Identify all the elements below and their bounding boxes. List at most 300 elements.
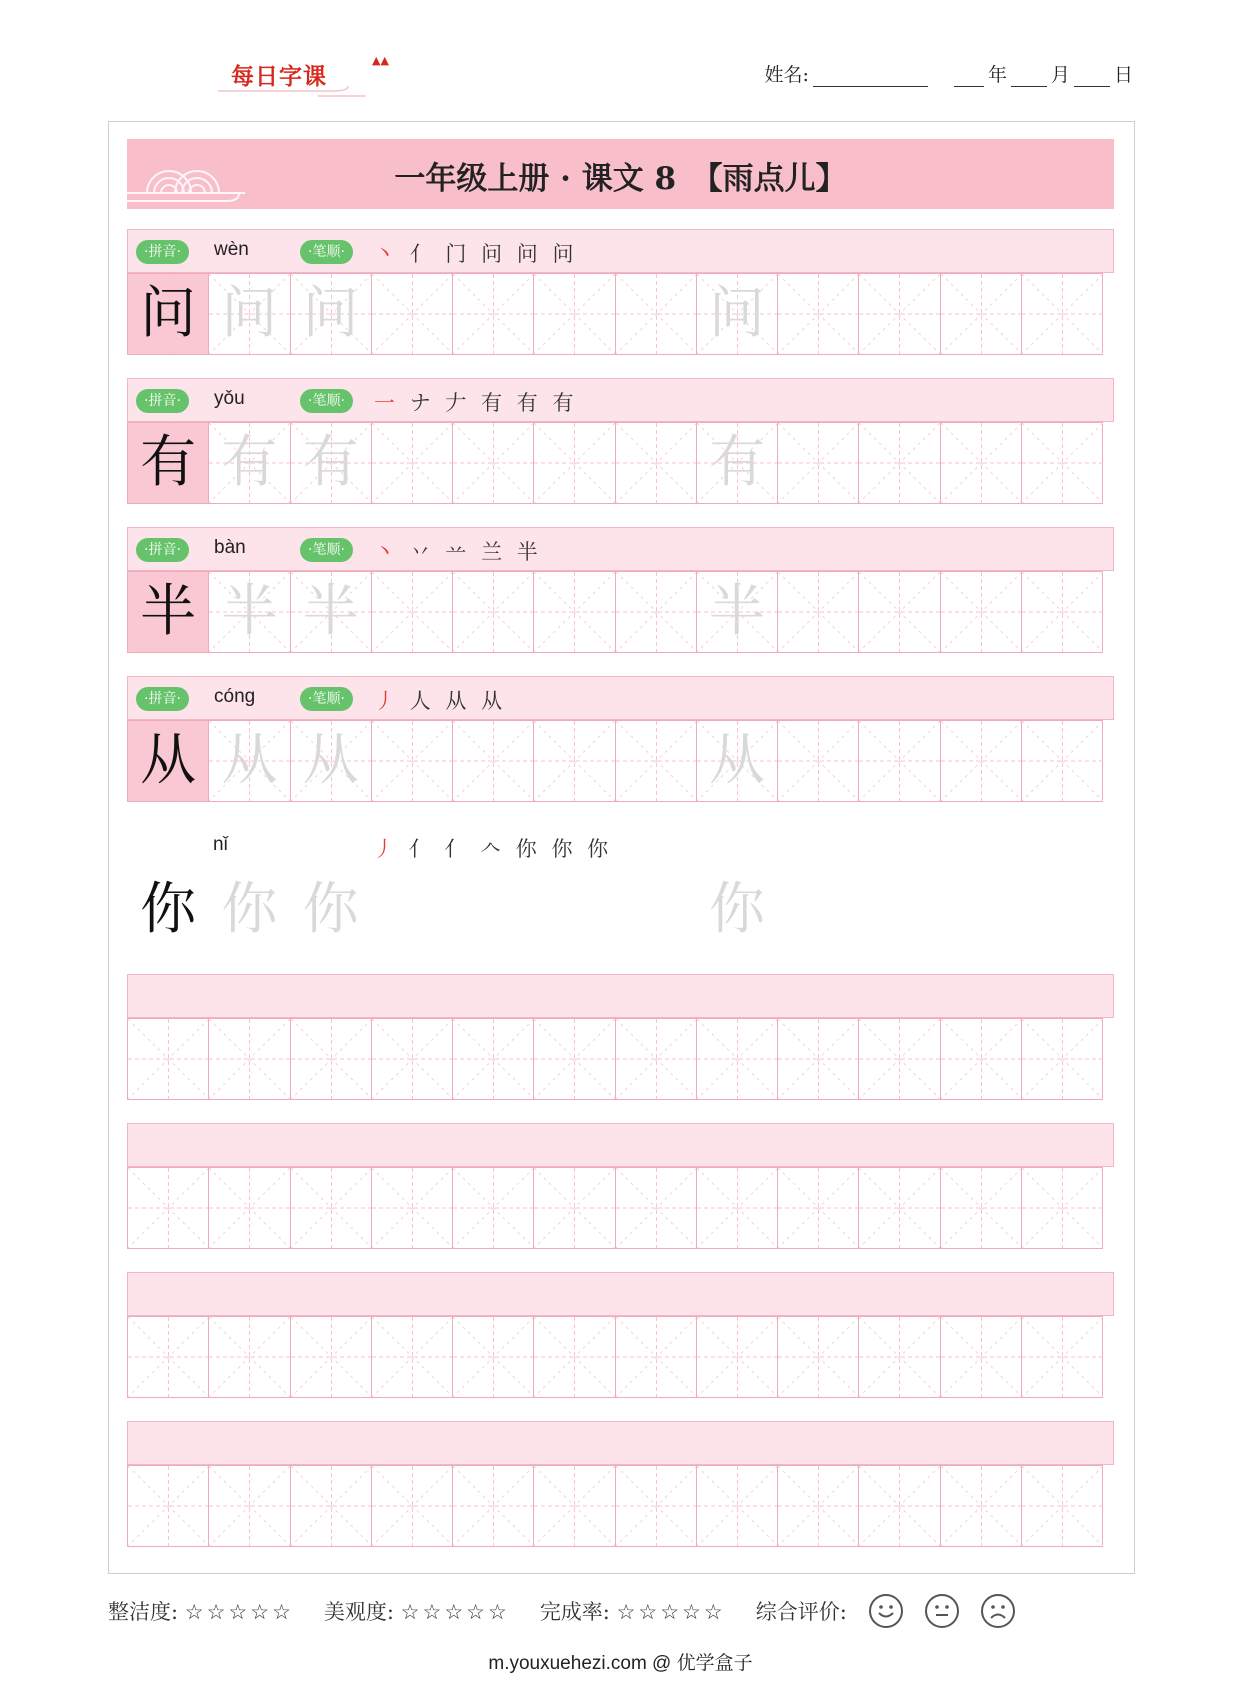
grid-guide-lines <box>697 1466 778 1546</box>
writing-cell[interactable] <box>208 422 290 504</box>
trace-character: 半 <box>221 579 278 644</box>
writing-cell[interactable] <box>615 571 697 653</box>
grid-guide-lines <box>778 274 859 354</box>
writing-cell[interactable] <box>533 571 615 653</box>
trace-character: 半 <box>302 579 359 644</box>
writing-cell[interactable] <box>452 869 534 951</box>
writing-cell[interactable] <box>858 422 940 504</box>
writing-cell[interactable] <box>452 273 534 355</box>
writing-cell[interactable] <box>777 422 859 504</box>
writing-cell[interactable] <box>371 1167 453 1249</box>
model-character: 有 <box>140 430 197 495</box>
stroke-order-tag: ·笔顺· <box>300 389 353 413</box>
grid-guide-lines <box>372 1317 453 1397</box>
trace-character: 半 <box>708 579 765 644</box>
stroke-step: 亻 <box>409 242 435 266</box>
pinyin-text: wèn <box>214 239 249 260</box>
grid-guide-lines <box>859 274 940 354</box>
stroke-step: 丿 <box>373 837 398 861</box>
writing-cell[interactable] <box>452 720 534 802</box>
stroke-step: 䒑 <box>445 540 471 564</box>
grid-guide-lines <box>941 572 1022 652</box>
grid-guide-lines <box>616 721 697 801</box>
month-field[interactable] <box>1011 66 1047 87</box>
writing-grid <box>127 571 1114 653</box>
grid-guide-lines <box>941 423 1022 503</box>
triangle-icon: ▲▲ <box>372 54 389 67</box>
trace-character: 你 <box>708 877 765 942</box>
grid-guide-lines <box>534 572 615 652</box>
writing-cell[interactable] <box>208 1316 290 1398</box>
row-header <box>127 974 1114 1018</box>
writing-cell[interactable] <box>208 273 290 355</box>
stroke-order-sequence <box>374 238 577 268</box>
writing-cell[interactable] <box>208 869 290 951</box>
writing-cell[interactable] <box>371 720 453 802</box>
grid-guide-lines <box>778 1168 859 1248</box>
grid-guide-lines <box>534 1317 615 1397</box>
writing-cell[interactable] <box>290 1316 372 1398</box>
beauty-label: 美观度: <box>323 1600 394 1624</box>
writing-cell[interactable] <box>696 1465 778 1547</box>
writing-cell[interactable] <box>940 1465 1022 1547</box>
practice-row <box>127 1123 1114 1249</box>
writing-cell[interactable] <box>858 273 940 355</box>
trace-character: 问 <box>221 281 278 346</box>
writing-cell[interactable] <box>777 1167 859 1249</box>
grid-guide-lines <box>372 1168 453 1248</box>
writing-cell[interactable] <box>696 1316 778 1398</box>
grid-guide-lines <box>453 274 534 354</box>
pinyin-text: nǐ <box>213 834 228 855</box>
stroke-step: 丷 <box>409 540 435 564</box>
stroke-step: 问 <box>552 242 578 266</box>
writing-cell[interactable] <box>940 1167 1022 1249</box>
writing-cell[interactable] <box>940 720 1022 802</box>
grid-guide-lines <box>859 572 940 652</box>
writing-cell[interactable] <box>940 1018 1022 1100</box>
stroke-step: 有 <box>552 391 578 415</box>
writing-cell[interactable] <box>290 1465 372 1547</box>
evaluation-bar <box>108 1594 1015 1628</box>
grid-guide-lines <box>778 1317 859 1397</box>
writing-cell[interactable] <box>452 571 534 653</box>
writing-grid <box>127 1465 1114 1547</box>
neutral-face-icon[interactable] <box>925 1594 959 1628</box>
writing-cell[interactable] <box>1021 422 1103 504</box>
writing-cell[interactable] <box>1021 1167 1103 1249</box>
stroke-order-sequence <box>374 387 577 417</box>
trace-character: 从 <box>302 728 359 793</box>
grid-guide-lines <box>209 1019 290 1099</box>
writing-cell[interactable] <box>777 1316 859 1398</box>
year-label: 年 <box>987 64 1007 86</box>
grid-guide-lines <box>859 1019 940 1099</box>
writing-cell[interactable] <box>208 571 290 653</box>
stroke-step: 丿 <box>374 689 399 713</box>
pinyin-text: cóng <box>214 686 256 707</box>
writing-grid <box>127 1316 1114 1398</box>
trace-character: 从 <box>708 728 765 793</box>
stroke-step: 问 <box>516 242 542 266</box>
writing-cell[interactable] <box>127 273 209 355</box>
writing-cell[interactable] <box>127 571 209 653</box>
writing-cell[interactable] <box>127 720 209 802</box>
grid-guide-lines <box>697 1317 778 1397</box>
day-field[interactable] <box>1074 66 1110 87</box>
practice-row <box>127 974 1114 1100</box>
pinyin-tag: ·拼音· <box>136 538 189 562</box>
grid-guide-lines <box>453 1019 534 1099</box>
stroke-step: 𠂇 <box>445 391 471 415</box>
grid-guide-lines <box>453 572 534 652</box>
writing-cell[interactable] <box>127 1465 209 1547</box>
completion-label: 完成率: <box>539 1600 610 1624</box>
writing-cell[interactable] <box>615 1167 697 1249</box>
grid-guide-lines <box>1022 274 1103 354</box>
writing-cell[interactable] <box>940 422 1022 504</box>
row-header <box>127 378 1114 422</box>
writing-cell[interactable] <box>1021 1018 1103 1100</box>
grid-guide-lines <box>859 721 940 801</box>
grid-guide-lines <box>697 1168 778 1248</box>
writing-cell[interactable] <box>615 273 697 355</box>
writing-cell[interactable] <box>290 869 372 951</box>
writing-cell[interactable] <box>858 1465 940 1547</box>
writing-cell[interactable] <box>696 1018 778 1100</box>
grid-guide-lines <box>1022 1466 1103 1546</box>
trace-character: 问 <box>302 281 359 346</box>
stroke-step: 从 <box>481 689 507 713</box>
stroke-step: 你 <box>551 837 577 861</box>
writing-cell[interactable] <box>371 1316 453 1398</box>
grid-guide-lines <box>941 721 1022 801</box>
stroke-step: 亻 <box>408 837 434 861</box>
stroke-step: 𠆢 <box>480 837 506 861</box>
writing-cell[interactable] <box>208 1465 290 1547</box>
grid-guide-lines <box>291 1168 372 1248</box>
stroke-step: 问 <box>481 242 507 266</box>
writing-cell[interactable] <box>452 422 534 504</box>
grid-guide-lines <box>372 423 453 503</box>
happy-face-icon[interactable] <box>869 1594 903 1628</box>
grid-guide-lines <box>697 1019 778 1099</box>
stroke-order-sequence <box>374 685 506 715</box>
stroke-step: 丶 <box>374 540 399 564</box>
writing-grid <box>127 273 1114 355</box>
writing-cell[interactable] <box>371 869 453 951</box>
grid-guide-lines <box>534 274 615 354</box>
year-field[interactable] <box>954 66 984 87</box>
grid-guide-lines <box>453 721 534 801</box>
stroke-order-sequence <box>374 536 542 566</box>
writing-cell[interactable] <box>127 422 209 504</box>
lesson-title: 一年级上册 · 课文 8 【雨点儿】 <box>394 161 847 197</box>
writing-cell[interactable] <box>777 869 859 951</box>
writing-cell[interactable] <box>1021 1316 1103 1398</box>
writing-cell[interactable] <box>777 720 859 802</box>
practice-row <box>127 825 1114 951</box>
grid-guide-lines <box>1022 1317 1103 1397</box>
writing-cell[interactable] <box>127 1316 209 1398</box>
pinyin-tag: ·拼音· <box>136 687 189 711</box>
name-date-bar <box>765 60 1133 87</box>
row-header <box>127 676 1114 720</box>
grid-guide-lines <box>859 1317 940 1397</box>
beauty-stars[interactable]: ☆☆☆☆☆ <box>400 1600 510 1624</box>
grid-guide-lines <box>209 1466 290 1546</box>
writing-cell[interactable] <box>615 1316 697 1398</box>
grid-guide-lines <box>941 1317 1022 1397</box>
stroke-step: 有 <box>481 391 507 415</box>
writing-cell[interactable] <box>858 1316 940 1398</box>
grid-guide-lines <box>1022 1019 1103 1099</box>
writing-cell[interactable] <box>615 869 697 951</box>
writing-cell[interactable] <box>1021 273 1103 355</box>
row-header <box>127 1421 1114 1465</box>
stroke-step: 人 <box>409 689 435 713</box>
grid-guide-lines <box>534 423 615 503</box>
writing-cell[interactable] <box>290 1167 372 1249</box>
row-header <box>127 229 1114 273</box>
row-header <box>127 1123 1114 1167</box>
row-header <box>127 825 1114 869</box>
grid-guide-lines <box>453 1466 534 1546</box>
writing-cell[interactable] <box>452 1167 534 1249</box>
writing-grid <box>127 1167 1114 1249</box>
writing-cell[interactable] <box>371 1465 453 1547</box>
writing-cell[interactable] <box>858 720 940 802</box>
grid-guide-lines <box>209 1317 290 1397</box>
grid-guide-lines <box>616 572 697 652</box>
model-character: 你 <box>140 877 197 942</box>
pinyin-tag: ·拼音· <box>136 389 189 413</box>
trace-character: 有 <box>302 430 359 495</box>
writing-cell[interactable] <box>533 422 615 504</box>
writing-cell[interactable] <box>777 1465 859 1547</box>
writing-cell[interactable] <box>615 1465 697 1547</box>
grid-guide-lines <box>534 721 615 801</box>
writing-cell[interactable] <box>533 1465 615 1547</box>
grid-guide-lines <box>616 1466 697 1546</box>
name-field[interactable] <box>813 66 928 87</box>
grid-guide-lines <box>1022 572 1103 652</box>
writing-cell[interactable] <box>696 1167 778 1249</box>
writing-cell[interactable] <box>1021 571 1103 653</box>
writing-cell[interactable] <box>533 1018 615 1100</box>
writing-cell[interactable] <box>940 1316 1022 1398</box>
model-character: 从 <box>140 728 197 793</box>
grid-guide-lines <box>616 423 697 503</box>
writing-cell[interactable] <box>371 571 453 653</box>
grid-guide-lines <box>372 1466 453 1546</box>
writing-cell[interactable] <box>940 571 1022 653</box>
grid-guide-lines <box>778 1019 859 1099</box>
grid-guide-lines <box>778 572 859 652</box>
writing-cell[interactable] <box>127 1167 209 1249</box>
stroke-step: 兰 <box>481 540 507 564</box>
writing-cell[interactable] <box>371 1018 453 1100</box>
writing-cell[interactable] <box>533 273 615 355</box>
writing-cell[interactable] <box>371 273 453 355</box>
writing-cell[interactable] <box>533 1316 615 1398</box>
stroke-step: 半 <box>516 540 542 564</box>
stroke-order-tag: ·笔顺· <box>300 240 353 264</box>
overall-label: 综合评价: <box>755 1600 847 1624</box>
practice-row <box>127 676 1114 802</box>
pinyin-text: bàn <box>214 537 246 558</box>
writing-cell[interactable] <box>452 1018 534 1100</box>
stroke-order-sequence <box>373 833 612 863</box>
grid-guide-lines <box>1022 423 1103 503</box>
writing-grid <box>127 422 1114 504</box>
neatness-stars[interactable]: ☆☆☆☆☆ <box>184 1600 294 1624</box>
writing-cell[interactable] <box>290 720 372 802</box>
grid-guide-lines <box>534 1168 615 1248</box>
writing-cell[interactable] <box>1021 869 1103 951</box>
writing-cell[interactable] <box>858 1018 940 1100</box>
stroke-step: 你 <box>587 837 613 861</box>
grid-guide-lines <box>941 274 1022 354</box>
stroke-step: 有 <box>516 391 542 415</box>
grid-guide-lines <box>859 1466 940 1546</box>
grid-guide-lines <box>209 1168 290 1248</box>
grid-guide-lines <box>616 1317 697 1397</box>
grid-guide-lines <box>859 1168 940 1248</box>
practice-row <box>127 229 1114 355</box>
completion-stars[interactable]: ☆☆☆☆☆ <box>616 1600 726 1624</box>
grid-guide-lines <box>372 572 453 652</box>
practice-row <box>127 1272 1114 1398</box>
stroke-step: 丶 <box>374 242 399 266</box>
grid-guide-lines <box>291 1466 372 1546</box>
writing-cell[interactable] <box>208 1018 290 1100</box>
grid-guide-lines <box>128 1317 209 1397</box>
writing-cell[interactable] <box>696 720 778 802</box>
practice-row <box>127 378 1114 504</box>
stroke-order-tag: ·笔顺· <box>300 687 353 711</box>
model-character: 问 <box>140 281 197 346</box>
logo-swirl-decoration <box>218 84 368 98</box>
grid-guide-lines <box>534 1466 615 1546</box>
writing-cell[interactable] <box>615 720 697 802</box>
name-label: 姓名: <box>764 64 809 86</box>
writing-cell[interactable] <box>533 869 615 951</box>
grid-guide-lines <box>128 1019 209 1099</box>
grid-guide-lines <box>291 1019 372 1099</box>
writing-cell[interactable] <box>452 1316 534 1398</box>
writing-cell[interactable] <box>127 869 209 951</box>
writing-cell[interactable] <box>615 422 697 504</box>
writing-cell[interactable] <box>858 869 940 951</box>
writing-cell[interactable] <box>777 1018 859 1100</box>
grid-guide-lines <box>941 1466 1022 1546</box>
writing-cell[interactable] <box>940 273 1022 355</box>
neatness-label: 整洁度: <box>108 1600 179 1624</box>
lesson-banner <box>127 139 1114 209</box>
writing-grid <box>127 1018 1114 1100</box>
grid-guide-lines <box>616 274 697 354</box>
grid-guide-lines <box>534 1019 615 1099</box>
writing-cell[interactable] <box>533 1167 615 1249</box>
grid-guide-lines <box>778 423 859 503</box>
pinyin-text: yǒu <box>214 388 245 409</box>
writing-cell[interactable] <box>290 422 372 504</box>
writing-cell[interactable] <box>452 1465 534 1547</box>
month-label: 月 <box>1050 64 1070 86</box>
stroke-step: ナ <box>409 391 435 415</box>
writing-cell[interactable] <box>371 422 453 504</box>
row-header <box>127 527 1114 571</box>
writing-cell[interactable] <box>208 1167 290 1249</box>
writing-cell[interactable] <box>696 571 778 653</box>
writing-cell[interactable] <box>290 1018 372 1100</box>
writing-cell[interactable] <box>290 273 372 355</box>
grid-guide-lines <box>372 274 453 354</box>
grid-guide-lines <box>1022 721 1103 801</box>
grid-guide-lines <box>128 1168 209 1248</box>
writing-cell[interactable] <box>1021 720 1103 802</box>
stroke-step: 从 <box>445 689 471 713</box>
trace-character: 你 <box>221 877 278 942</box>
writing-cell[interactable] <box>777 571 859 653</box>
grid-guide-lines <box>941 1168 1022 1248</box>
writing-cell[interactable] <box>696 422 778 504</box>
trace-character: 从 <box>221 728 278 793</box>
stroke-step: 一 <box>374 391 399 415</box>
stroke-step: 亻 <box>444 837 470 861</box>
grid-guide-lines <box>291 1317 372 1397</box>
grid-guide-lines <box>372 721 453 801</box>
stroke-step: 你 <box>515 837 541 861</box>
writing-cell[interactable] <box>777 273 859 355</box>
grid-guide-lines <box>941 1019 1022 1099</box>
pinyin-tag: ·拼音· <box>136 240 189 264</box>
writing-cell[interactable] <box>858 1167 940 1249</box>
trace-character: 问 <box>708 281 765 346</box>
sad-face-icon[interactable] <box>981 1594 1015 1628</box>
trace-character: 有 <box>221 430 278 495</box>
grid-guide-lines <box>778 721 859 801</box>
writing-cell[interactable] <box>127 1018 209 1100</box>
writing-cell[interactable] <box>615 1018 697 1100</box>
writing-cell[interactable] <box>290 571 372 653</box>
brand-logo: 每日字课 <box>231 64 327 90</box>
writing-cell[interactable] <box>208 720 290 802</box>
grid-guide-lines <box>616 1168 697 1248</box>
practice-row <box>127 527 1114 653</box>
grid-guide-lines <box>1022 1168 1103 1248</box>
grid-guide-lines <box>859 423 940 503</box>
grid-guide-lines <box>372 1019 453 1099</box>
trace-character: 你 <box>302 877 359 942</box>
writing-grid <box>127 869 1114 951</box>
writing-cell[interactable] <box>1021 1465 1103 1547</box>
writing-cell[interactable] <box>533 720 615 802</box>
stroke-step: 门 <box>445 242 471 266</box>
writing-cell[interactable] <box>940 869 1022 951</box>
writing-cell[interactable] <box>696 273 778 355</box>
grid-guide-lines <box>453 1317 534 1397</box>
day-label: 日 <box>1113 64 1133 86</box>
writing-cell[interactable] <box>858 571 940 653</box>
row-header <box>127 1272 1114 1316</box>
writing-cell[interactable] <box>696 869 778 951</box>
grid-guide-lines <box>616 1019 697 1099</box>
grid-guide-lines <box>453 1168 534 1248</box>
grid-guide-lines <box>453 423 534 503</box>
practice-row <box>127 1421 1114 1547</box>
